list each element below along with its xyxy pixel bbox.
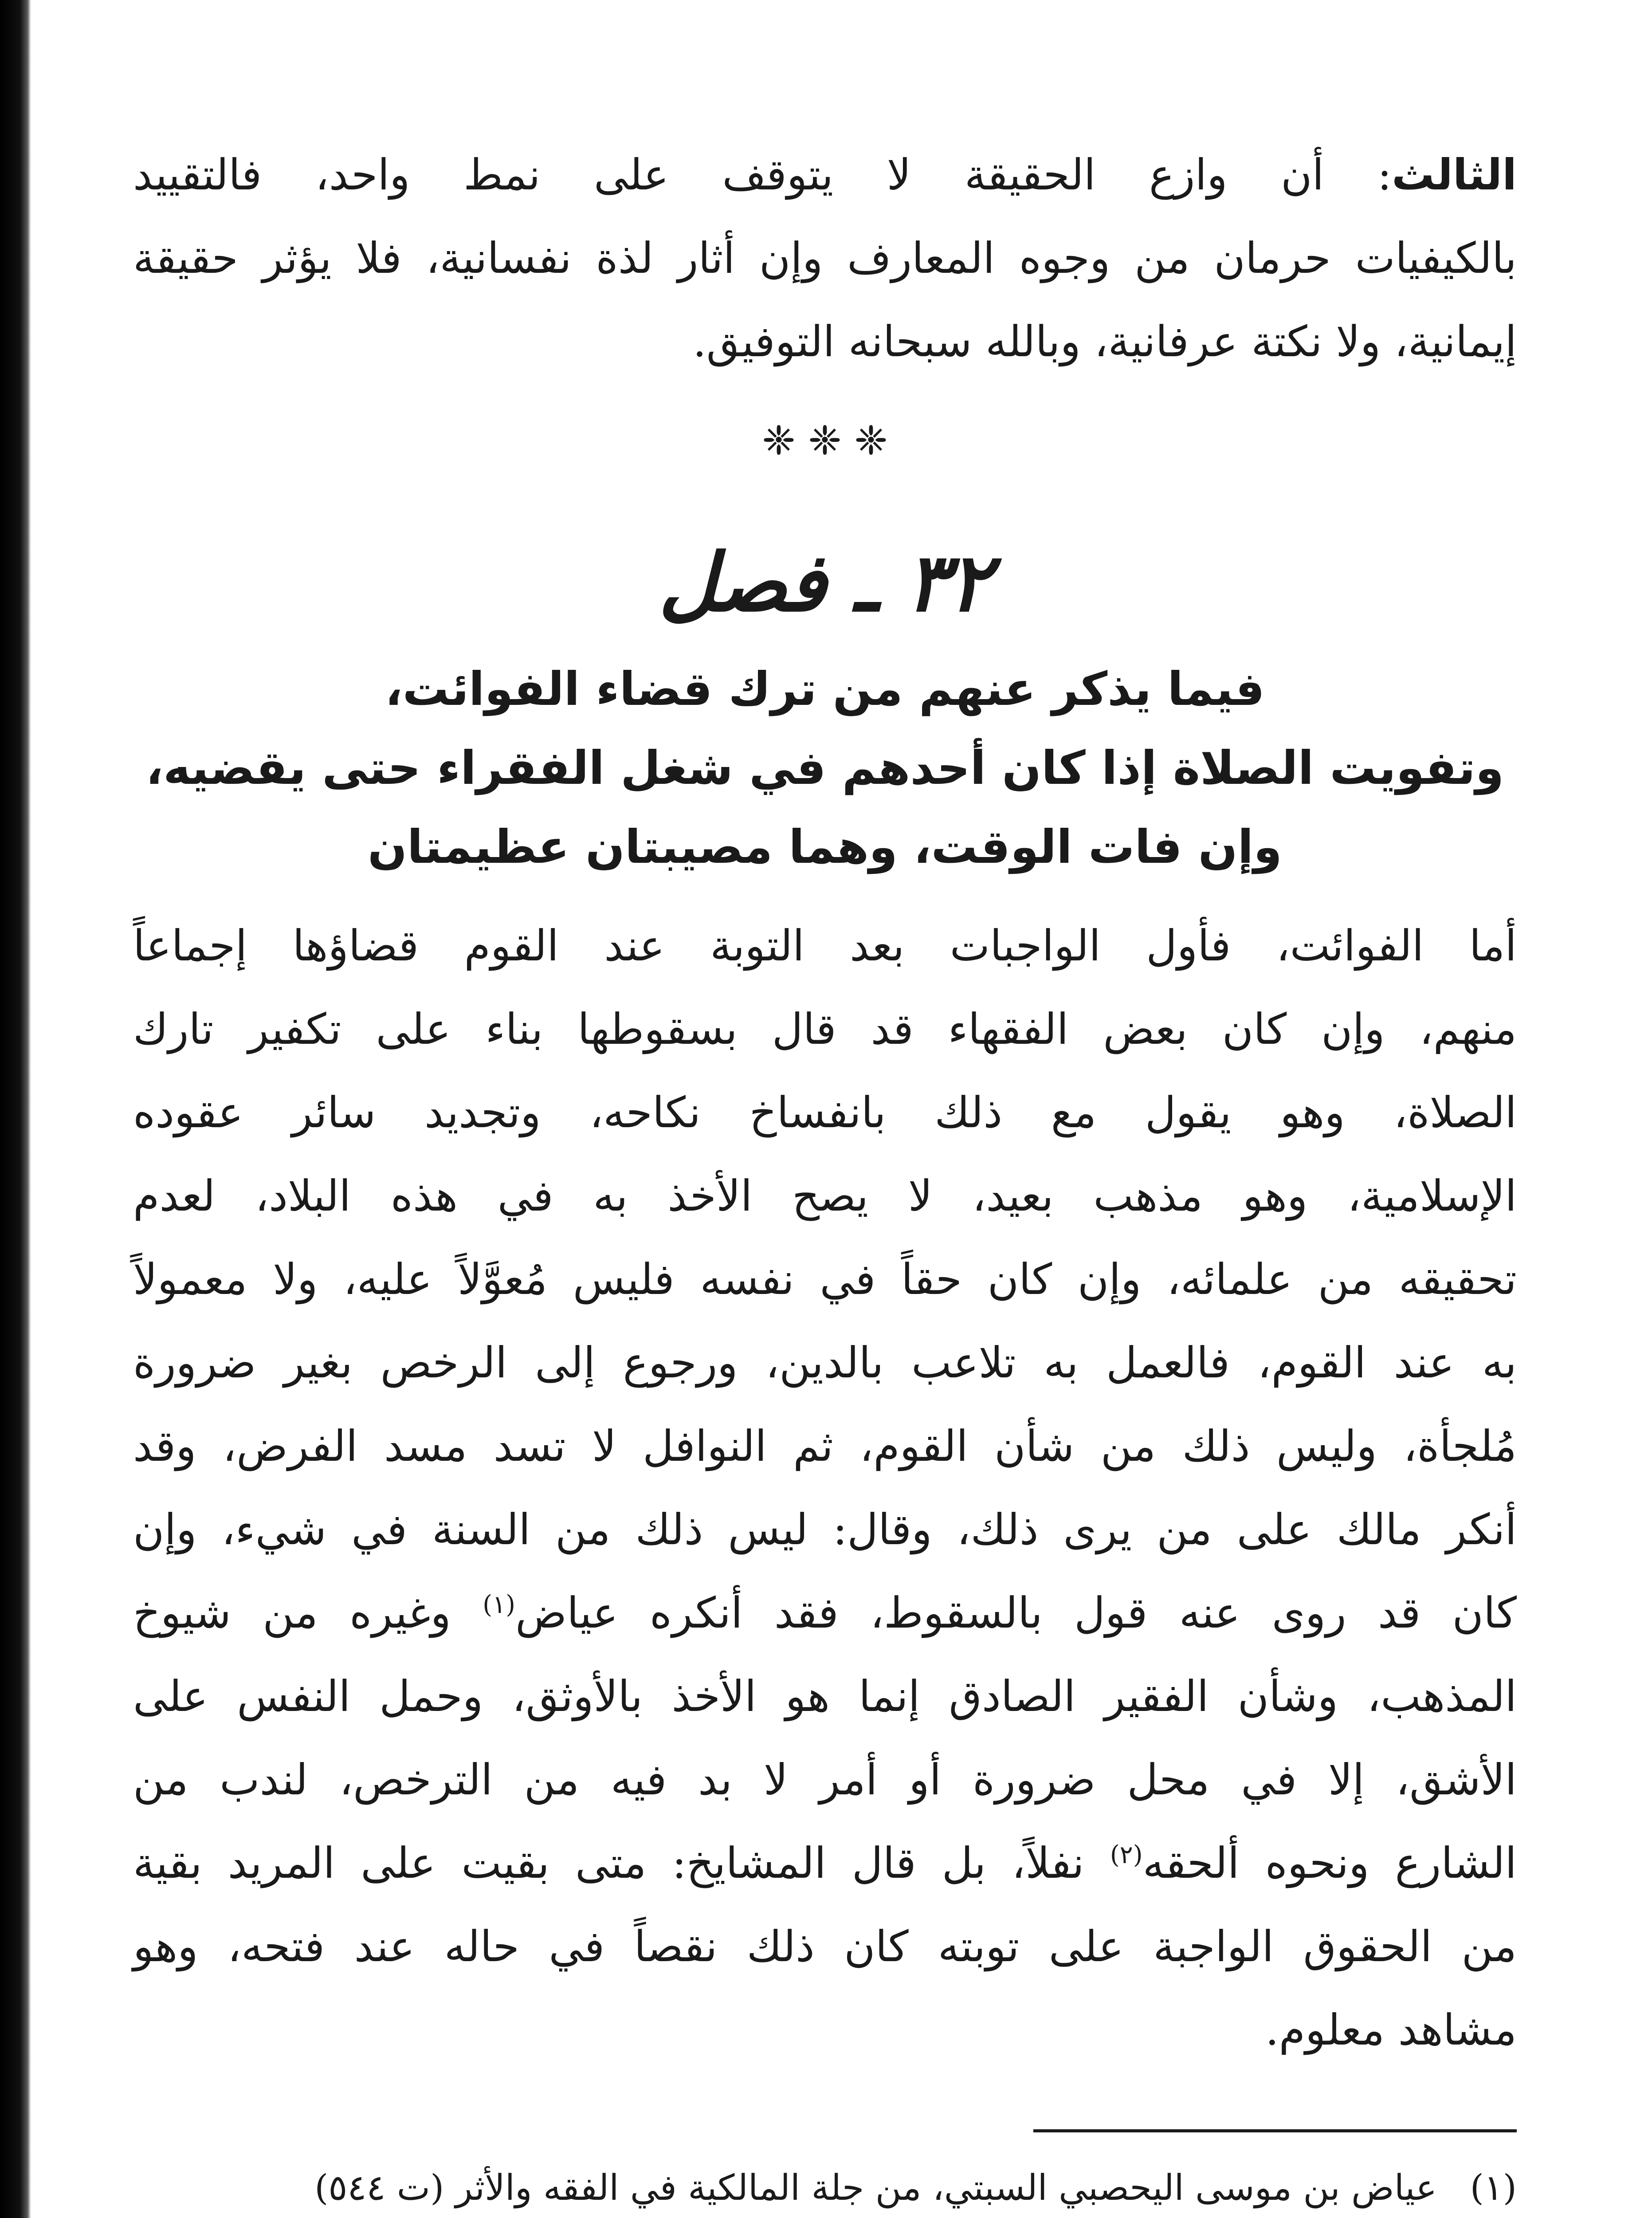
binding-edge: [0, 0, 31, 2218]
chapter-headings: [133, 649, 1517, 886]
chapter-heading-line: وإن فات الوقت، وهما مصيبتان عظيمتان: [368, 820, 1282, 874]
body-line: به عند القوم، فالعمل به تلاعب بالدين، ورجوع إلى الرخص بغير ضرورة: [133, 1338, 1517, 1388]
body-line: منهم، وإن كان بعض الفقهاء قد قال بسقوطها بناء على تكفير تارك: [133, 1004, 1517, 1054]
body-line: المذهب، وشأن الفقير الصادق إنما هو الأخذ بالأوثق، وحمل النفس على: [133, 1671, 1517, 1721]
body-line: تحقيقه من علمائه، وإن كان حقاً في نفسه فليس مُعوَّلاً عليه، ولا معمولاً: [133, 1255, 1517, 1304]
body-line: [133, 1571, 1517, 1655]
chapter-heading-line: فيما يذكر عنهم من ترك قضاء الفوائت،: [385, 662, 1265, 716]
footnote-number: (١): [1470, 2167, 1517, 2208]
body-line: الصلاة، وهو يقول مع ذلك بانفساخ نكاحه، وتجديد سائر عقوده: [133, 1088, 1517, 1137]
intro-line-text: : أن وازع الحقيقة لا يتوقف على نمط واحد، فالتقييد: [133, 150, 1392, 200]
intro-term: الثالث: [1392, 150, 1517, 200]
body-line-text: نفلاً، بل قال المشايخ: متى بقيت على المريد بقية: [133, 1838, 1110, 1888]
footnote-separator: [1033, 2129, 1517, 2132]
intro-paragraph: [133, 133, 1517, 383]
page-body: [133, 133, 1517, 2218]
body-line-text: كان قد روى عنه قول بالسقوط، فقد أنكره عياض: [515, 1588, 1517, 1638]
intro-line: إيمانية، ولا نكتة عرفانية، وبالله سبحانه التوفيق.: [693, 317, 1517, 366]
footnote-text: عياض بن موسى اليحصبي السبتي، من جلة المالكية في الفقه والأثر (ت ٥٤٤): [314, 2167, 1437, 2208]
intro-line: [133, 133, 1517, 216]
footnotes: [133, 2159, 1517, 2218]
body-line: من الحقوق الواجبة على توبته كان ذلك نقصاً في حاله عند فتحه، وهو: [133, 1922, 1517, 1971]
body-line: أنكر مالك على من يرى ذلك، وقال: ليس ذلك من السنة في شيء، وإن: [133, 1505, 1517, 1554]
footnote-1: [133, 2159, 1517, 2217]
footnote-marker: (١): [483, 1590, 516, 1619]
body-line: الإسلامية، وهو مذهب بعيد، لا يصح الأخذ به في هذه البلاد، لعدم: [133, 1171, 1517, 1221]
body-line: مُلجأة، وليس ذلك من شأن القوم، ثم النوافل لا تسد مسد الفرض، وقد: [133, 1421, 1517, 1471]
body-text: [133, 904, 1517, 2072]
section-ornament: ❈ ❈ ❈: [762, 417, 888, 464]
footnote-marker: (٢): [1110, 1840, 1143, 1869]
body-line: مشاهد معلوم.: [1265, 2005, 1517, 2055]
chapter-title: ٣٢ ـ فصل: [659, 536, 991, 629]
body-line-text: الشارع ونحوه ألحقه: [1142, 1838, 1517, 1888]
body-line: أما الفوائت، فأول الواجبات بعد التوبة عند القوم قضاؤها إجماعاً: [133, 921, 1517, 971]
body-line-text: وغيره من شيوخ: [133, 1588, 483, 1638]
intro-line: بالكيفيات حرمان من وجوه المعارف وإن أثار لذة نفسانية، فلا يؤثر حقيقة: [133, 233, 1517, 283]
chapter-heading-line: وتفويت الصلاة إذا كان أحدهم في شغل الفقراء حتى يقضيه،: [145, 741, 1504, 795]
body-line: [133, 1821, 1517, 1905]
body-line: الأشق، إلا في محل ضرورة أو أمر لا بد فيه من الترخص، لندب من: [133, 1755, 1517, 1805]
